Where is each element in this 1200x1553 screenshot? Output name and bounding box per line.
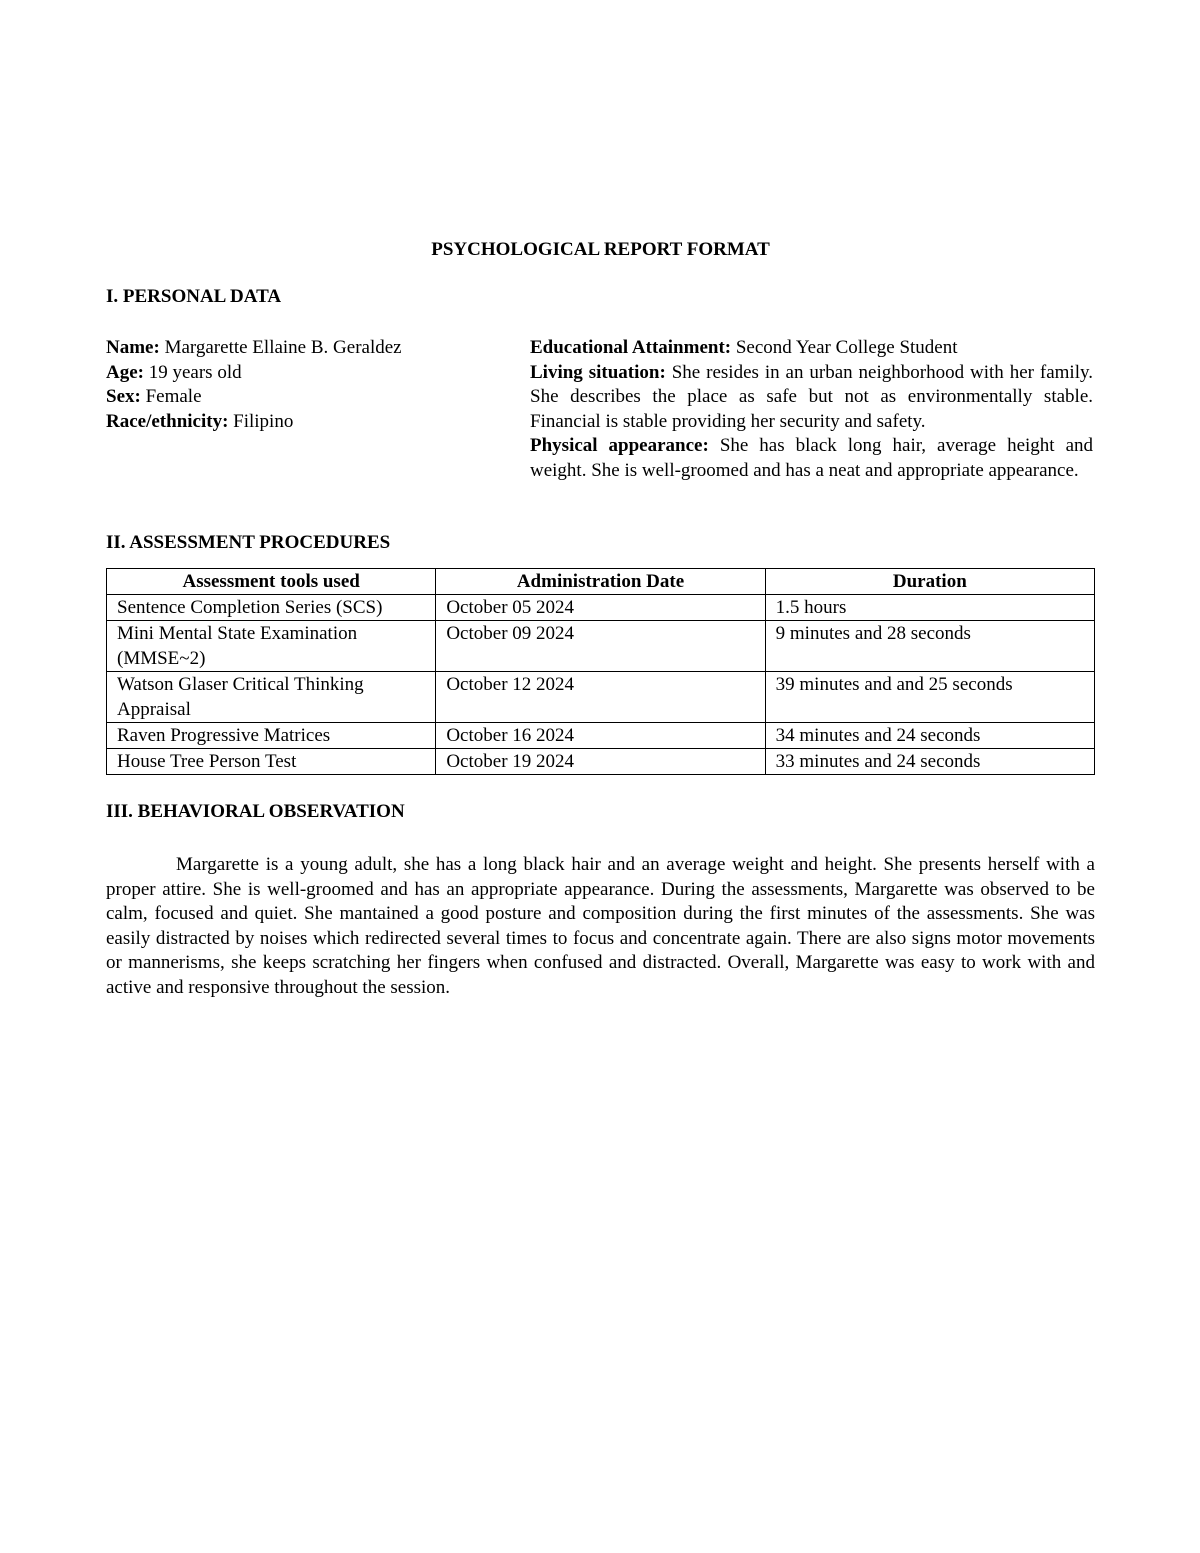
date-cell: October 05 2024 <box>436 595 765 621</box>
behavioral-heading: III. BEHAVIORAL OBSERVATION <box>106 801 405 822</box>
duration-cell: 1.5 hours <box>765 595 1094 621</box>
sex-label: Sex: <box>106 386 141 407</box>
name-label: Name: <box>106 337 160 358</box>
date-cell: October 12 2024 <box>436 672 765 723</box>
race-field <box>106 410 530 435</box>
name-field <box>106 336 530 361</box>
table-row <box>107 723 1095 749</box>
table-row <box>107 595 1095 621</box>
education-field <box>530 336 1093 361</box>
tool-cell: Mini Mental State Examination (MMSE~2) <box>107 621 436 672</box>
table-row <box>107 672 1095 723</box>
duration-cell: 39 minutes and and 25 seconds <box>765 672 1094 723</box>
report-title: PSYCHOLOGICAL REPORT FORMAT <box>431 239 770 260</box>
column-header-date: Administration Date <box>436 569 765 595</box>
age-field <box>106 361 530 386</box>
tool-cell: Sentence Completion Series (SCS) <box>107 595 436 621</box>
personal-data-section <box>106 336 1095 483</box>
behavioral-observation-paragraph: Margarette is a young adult, she has a long black hair and an average weight and height. She presents herself with a proper attire. She is well-groomed and has an appropriate appearance. During the assessments, Margarette was observed to be calm, focused and quiet. She mantained a good posture and composition during the first minutes of the assessments. She was easily distracted by noises which redirected several times to focus and concentrate again. There are also signs motor movements or mannerisms, she keeps scratching her fingers when confused and distracted. Overall, Margarette was easy to work with and active and responsive throughout the session. <box>106 854 1095 998</box>
date-cell: October 16 2024 <box>436 723 765 749</box>
personal-data-heading: I. PERSONAL DATA <box>106 286 282 307</box>
living-situation-label: Living situation: <box>530 361 666 383</box>
tool-cell: Raven Progressive Matrices <box>107 723 436 749</box>
living-situation-field <box>530 361 1093 435</box>
table-header-row <box>107 569 1095 595</box>
age-label: Age: <box>106 361 144 383</box>
education-label: Educational Attainment: <box>530 337 732 358</box>
duration-cell: 34 minutes and 24 seconds <box>765 723 1094 749</box>
sex-value: Female <box>145 386 202 407</box>
physical-appearance-field <box>530 434 1093 483</box>
sex-field <box>106 385 530 410</box>
column-header-tools: Assessment tools used <box>107 569 436 595</box>
race-value: Filipino <box>233 410 294 432</box>
tool-cell: Watson Glaser Critical Thinking Appraisal <box>107 672 436 723</box>
personal-data-right-column <box>530 336 1093 483</box>
physical-appearance-label: Physical appearance: <box>530 435 709 456</box>
report-page <box>106 236 1095 1020</box>
education-value: Second Year College Student <box>735 337 958 358</box>
tool-cell: House Tree Person Test <box>107 749 436 775</box>
table-row <box>107 621 1095 672</box>
personal-data-left-column <box>106 336 530 483</box>
column-header-duration: Duration <box>765 569 1094 595</box>
assessment-table <box>106 568 1095 775</box>
date-cell: October 09 2024 <box>436 621 765 672</box>
date-cell: October 19 2024 <box>436 749 765 775</box>
living-situation-value: She resides in an urban neighborhood with her family. She describes the place as safe but not as environmentally stable. Financial is stable providing her security and safety. <box>530 361 1093 432</box>
duration-cell: 33 minutes and 24 seconds <box>765 749 1094 775</box>
duration-cell: 9 minutes and 28 seconds <box>765 621 1094 672</box>
race-label: Race/ethnicity: <box>106 410 229 432</box>
age-value: 19 years old <box>148 361 242 383</box>
assessment-heading: II. ASSESSMENT PROCEDURES <box>106 532 391 553</box>
physical-appearance-value: She has black long hair, average height and weight. She is well-groomed and has a neat and appropriate appearance. <box>530 435 1094 481</box>
table-row <box>107 749 1095 775</box>
name-value: Margarette Ellaine B. Geraldez <box>164 337 402 358</box>
